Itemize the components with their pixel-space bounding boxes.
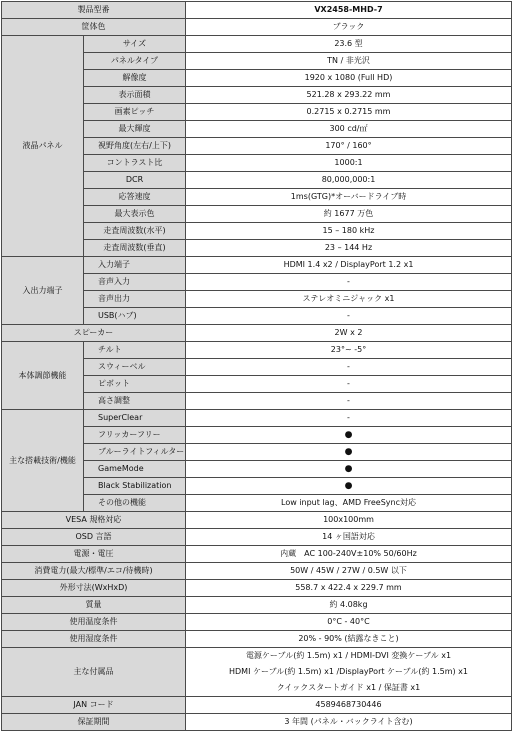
value-io-audio-out: ステレオミニジャック x1 — [186, 291, 512, 308]
row-lcd-size — [2, 36, 512, 53]
label-lcd-hfreq: 走査周波数(水平) — [84, 223, 186, 240]
row-jan — [2, 697, 512, 714]
value-temp: 0°C - 40°C — [186, 614, 512, 631]
value-color: ブラック — [186, 19, 512, 36]
value-lcd-colors: 約 1677 万色 — [186, 206, 512, 223]
row-feature-superclear — [2, 410, 512, 427]
value-feature-blue-light: ● — [186, 444, 512, 461]
value-feature-gamemode: ● — [186, 461, 512, 478]
row-humidity — [2, 631, 512, 648]
label-speaker: スピーカー — [2, 325, 186, 342]
value-lcd-display-area: 521.28 x 293.22 mm — [186, 87, 512, 104]
label-lcd-colors: 最大表示色 — [84, 206, 186, 223]
value-adjust-swivel: - — [186, 359, 512, 376]
value-speaker: 2W x 2 — [186, 325, 512, 342]
label-io-audio-in: 音声入力 — [84, 274, 186, 291]
value-dimensions: 558.7 x 422.4 x 229.7 mm — [186, 580, 512, 597]
label-adjust-height: 高さ調整 — [84, 393, 186, 410]
value-lcd-dcr: 80,000,000:1 — [186, 172, 512, 189]
label-lcd-size: サイズ — [84, 36, 186, 53]
value-lcd-pixel-pitch: 0.2715 x 0.2715 mm — [186, 104, 512, 121]
value-power: 内蔵 AC 100-240V±10% 50/60Hz — [186, 546, 512, 563]
value-lcd-resolution: 1920 x 1080 (Full HD) — [186, 70, 512, 87]
value-accessories-line-1: 電源ケーブル(約 1.5m) x1 / HDMI-DVI 変換ケーブル x1 — [186, 648, 512, 665]
value-lcd-hfreq: 15 – 180 kHz — [186, 223, 512, 240]
label-lcd-display-area: 表示面積 — [84, 87, 186, 104]
label-vesa: VESA 規格対応 — [2, 512, 186, 529]
value-lcd-panel-type: TN / 非光沢 — [186, 53, 512, 70]
label-feature-blue-light: ブルーライトフィルター — [84, 444, 186, 461]
value-consumption: 50W / 45W / 27W / 0.5W 以下 — [186, 563, 512, 580]
label-lcd-panel-type: パネルタイプ — [84, 53, 186, 70]
row-model — [2, 2, 512, 19]
row-dimensions — [2, 580, 512, 597]
value-humidity: 20% - 90% (結露なきこと) — [186, 631, 512, 648]
label-accessories: 主な付属品 — [2, 648, 186, 697]
value-feature-other: Low input lag、AMD FreeSync対応 — [186, 495, 512, 512]
label-adjust-pivot: ピボット — [84, 376, 186, 393]
value-adjust-height: - — [186, 393, 512, 410]
row-warranty — [2, 714, 512, 731]
group-io: 入出力端子 — [2, 257, 84, 325]
label-consumption: 消費電力(最大/標準/エコ/待機時) — [2, 563, 186, 580]
label-feature-other: その他の機能 — [84, 495, 186, 512]
group-features: 主な搭載技術/機能 — [2, 410, 84, 512]
value-lcd-size: 23.6 型 — [186, 36, 512, 53]
row-adjust-tilt — [2, 342, 512, 359]
label-jan: JAN コード — [2, 697, 186, 714]
value-io-audio-in: - — [186, 274, 512, 291]
label-lcd-vfreq: 走査周波数(垂直) — [84, 240, 186, 257]
group-adjust: 本体調節機能 — [2, 342, 84, 410]
label-temp: 使用温度条件 — [2, 614, 186, 631]
row-accessories-1 — [2, 648, 512, 665]
value-adjust-pivot: - — [186, 376, 512, 393]
value-lcd-contrast: 1000:1 — [186, 155, 512, 172]
label-io-usb: USB(ハブ) — [84, 308, 186, 325]
row-consumption — [2, 563, 512, 580]
label-feature-gamemode: GameMode — [84, 461, 186, 478]
spec-table — [1, 1, 512, 731]
group-lcd: 液晶パネル — [2, 36, 84, 257]
label-lcd-brightness: 最大輝度 — [84, 121, 186, 138]
label-feature-flicker-free: フリッカーフリー — [84, 427, 186, 444]
label-adjust-swivel: スウィーベル — [84, 359, 186, 376]
row-temp — [2, 614, 512, 631]
value-io-usb: - — [186, 308, 512, 325]
value-jan: 4589468730446 — [186, 697, 512, 714]
label-color: 筐体色 — [2, 19, 186, 36]
label-lcd-response: 応答速度 — [84, 189, 186, 206]
value-model: VX2458-MHD-7 — [186, 2, 512, 19]
label-adjust-tilt: チルト — [84, 342, 186, 359]
label-humidity: 使用湿度条件 — [2, 631, 186, 648]
label-feature-black-stabilization: Black Stabilization — [84, 478, 186, 495]
label-osd: OSD 言語 — [2, 529, 186, 546]
value-feature-superclear: - — [186, 410, 512, 427]
label-model: 製品型番 — [2, 2, 186, 19]
label-power: 電源・電圧 — [2, 546, 186, 563]
row-weight — [2, 597, 512, 614]
label-lcd-pixel-pitch: 画素ピッチ — [84, 104, 186, 121]
value-accessories-line-2: HDMI ケーブル(約 1.5m) x1 /DisplayPort ケーブル(約 1.5m) x1 — [186, 664, 512, 680]
value-accessories-line-3: クイックスタートガイド x1 / 保証書 x1 — [186, 680, 512, 697]
label-warranty: 保証期間 — [2, 714, 186, 731]
row-speaker — [2, 325, 512, 342]
value-lcd-response: 1ms(GTG)*オーバードライブ時 — [186, 189, 512, 206]
label-io-input: 入力端子 — [84, 257, 186, 274]
row-io-input — [2, 257, 512, 274]
label-weight: 質量 — [2, 597, 186, 614]
label-lcd-viewing-angle: 視野角度(左右/上下) — [84, 138, 186, 155]
value-vesa: 100x100mm — [186, 512, 512, 529]
label-lcd-dcr: DCR — [84, 172, 186, 189]
value-adjust-tilt: 23°~ -5° — [186, 342, 512, 359]
value-io-input: HDMI 1.4 x2 / DisplayPort 1.2 x1 — [186, 257, 512, 274]
value-feature-flicker-free: ● — [186, 427, 512, 444]
value-weight: 約 4.08kg — [186, 597, 512, 614]
row-power — [2, 546, 512, 563]
value-feature-black-stabilization: ● — [186, 478, 512, 495]
label-io-audio-out: 音声出力 — [84, 291, 186, 308]
value-lcd-brightness: 300 cd/㎡ — [186, 121, 512, 138]
value-lcd-viewing-angle: 170° / 160° — [186, 138, 512, 155]
label-feature-superclear: SuperClear — [84, 410, 186, 427]
value-osd: 14 ヶ国語対応 — [186, 529, 512, 546]
row-osd — [2, 529, 512, 546]
row-vesa — [2, 512, 512, 529]
value-warranty: 3 年間 (パネル・バックライト含む) — [186, 714, 512, 731]
label-dimensions: 外形寸法(WxHxD) — [2, 580, 186, 597]
label-lcd-resolution: 解像度 — [84, 70, 186, 87]
label-lcd-contrast: コントラスト比 — [84, 155, 186, 172]
row-color — [2, 19, 512, 36]
value-lcd-vfreq: 23 – 144 Hz — [186, 240, 512, 257]
